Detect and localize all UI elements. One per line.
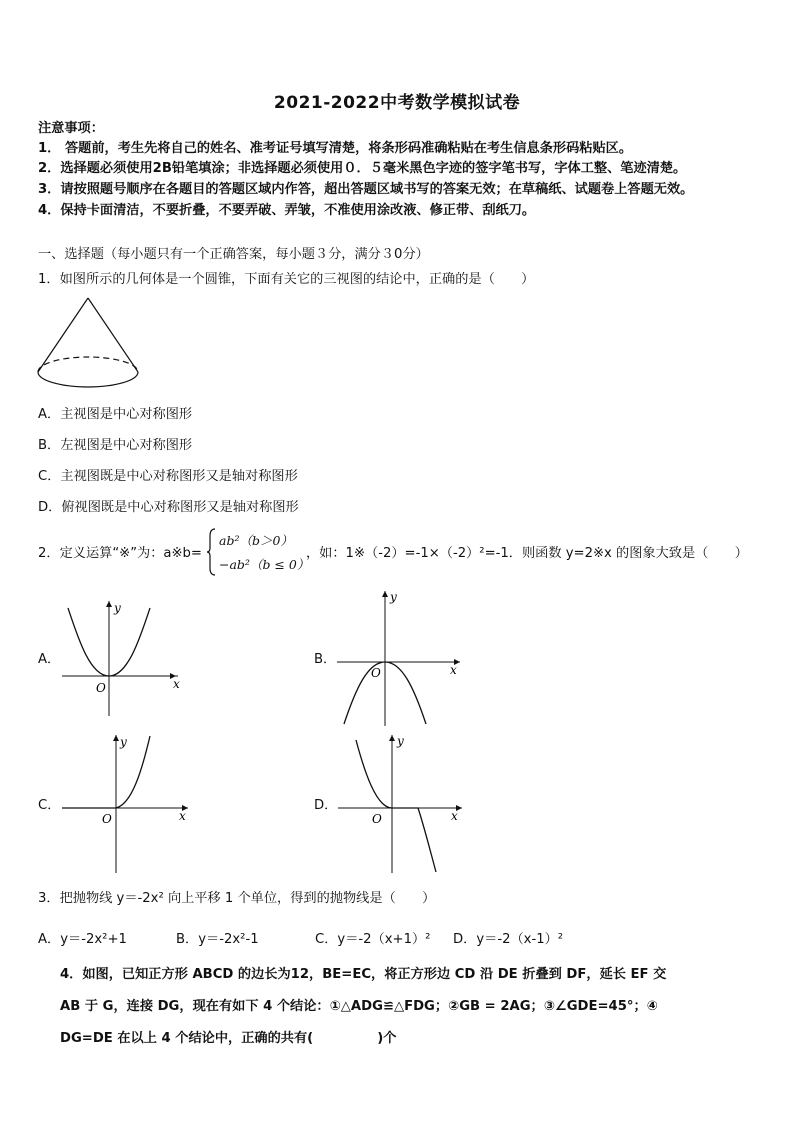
cone-figure — [30, 292, 150, 402]
q4-line-3-text: DG=DE 在以上 4 个结论中，正确的共有( — [60, 1031, 314, 1046]
graph-a — [60, 598, 190, 718]
svg-text:y: y — [120, 735, 127, 749]
q1-option-a: A．主视图是中心对称图形 — [38, 407, 193, 422]
document-title: 2021-2022中考数学模拟试卷 — [273, 93, 521, 113]
q1-stem: 1．如图所示的几何体是一个圆锥，下面有关它的三视图的结论中，正确的是（ ） — [38, 272, 535, 287]
q2-stem-a: 2．定义运算“※”为：a※b= — [38, 546, 202, 561]
notice-item-1: 1． 答题前，考生先将自己的姓名、准考证号填写清楚，将条形码准确粘贴在考生信息条形码粘贴区。 — [38, 141, 633, 156]
graph-d-label: D． — [314, 798, 338, 813]
graph-b-label: B． — [314, 652, 337, 667]
q4-line-1: 4．如图，已知正方形 ABCD 的边长为12，BE=EC，将正方形边 CD 沿 DE 折叠到 DF，延长 EF 交 — [60, 967, 667, 982]
svg-text:x: x — [179, 809, 186, 823]
q3-option-d: D．y＝-2（x-1）² — [453, 932, 564, 947]
notice-heading: 注意事项： — [38, 121, 104, 136]
graph-a-label: A． — [38, 652, 61, 667]
q2-stem-b: ，如：1※（-2）=-1×（-2）²=-1．则函数 y=2※x 的图象大致是（ ） — [306, 546, 748, 561]
svg-text:O: O — [102, 812, 112, 826]
q3-stem: 3．把抛物线 y＝-2x² 向上平移 1 个单位，得到的抛物线是（ ） — [38, 891, 436, 906]
svg-text:O: O — [96, 681, 106, 695]
graph-d — [336, 730, 471, 875]
graph-c — [60, 730, 195, 875]
svg-text:y: y — [390, 590, 397, 604]
notice-item-2: 2．选择题必须使用2B铅笔填涂；非选择题必须使用０．５毫米黑色字迹的签字笔书写，字体工整、笔迹清楚。 — [38, 161, 687, 176]
q1-option-b: B．左视图是中心对称图形 — [38, 438, 193, 453]
piecewise-case-1: ab²（b＞0） — [219, 533, 293, 548]
svg-text:O: O — [372, 812, 382, 826]
svg-text:x: x — [450, 663, 457, 677]
section-heading: 一、选择题（每小题只有一个正确答案，每小题３分，满分３0分） — [38, 247, 429, 262]
notice-item-3: 3．请按照题号顺序在各题目的答题区域内作答，超出答题区域书写的答案无效；在草稿纸、试题卷上答题无效。 — [38, 182, 694, 197]
piecewise-brace — [206, 528, 216, 576]
q3-option-a: A．y＝-2x²+1 — [38, 932, 127, 947]
svg-text:x: x — [451, 809, 458, 823]
q1-option-c: C．主视图既是中心对称图形又是轴对称图形 — [38, 469, 298, 484]
svg-text:y: y — [114, 601, 121, 615]
q4-line-3-end: )个 — [377, 1031, 397, 1046]
svg-text:y: y — [397, 734, 404, 748]
notice-item-4: 4．保持卡面清洁，不要折叠，不要弄破、弄皱，不准使用涂改液、修正带、刮纸刀。 — [38, 203, 536, 218]
piecewise-case-2: −ab²（b ≤ 0） — [219, 557, 310, 572]
q3-option-b: B．y＝-2x²-1 — [176, 932, 259, 947]
q4-line-3 — [60, 1030, 396, 1048]
graph-c-label: C． — [38, 798, 61, 813]
q3-option-c: C．y＝-2（x+1）² — [315, 932, 431, 947]
graph-b — [332, 588, 467, 728]
q1-option-d: D．俯视图既是中心对称图形又是轴对称图形 — [38, 500, 299, 515]
q4-line-2: AB 于 G，连接 DG，现在有如下 4 个结论：①△ADG≌△FDG；②GB = 2AG；③∠GDE=45°；④ — [60, 999, 658, 1014]
svg-text:O: O — [371, 666, 381, 680]
svg-text:x: x — [173, 677, 180, 691]
